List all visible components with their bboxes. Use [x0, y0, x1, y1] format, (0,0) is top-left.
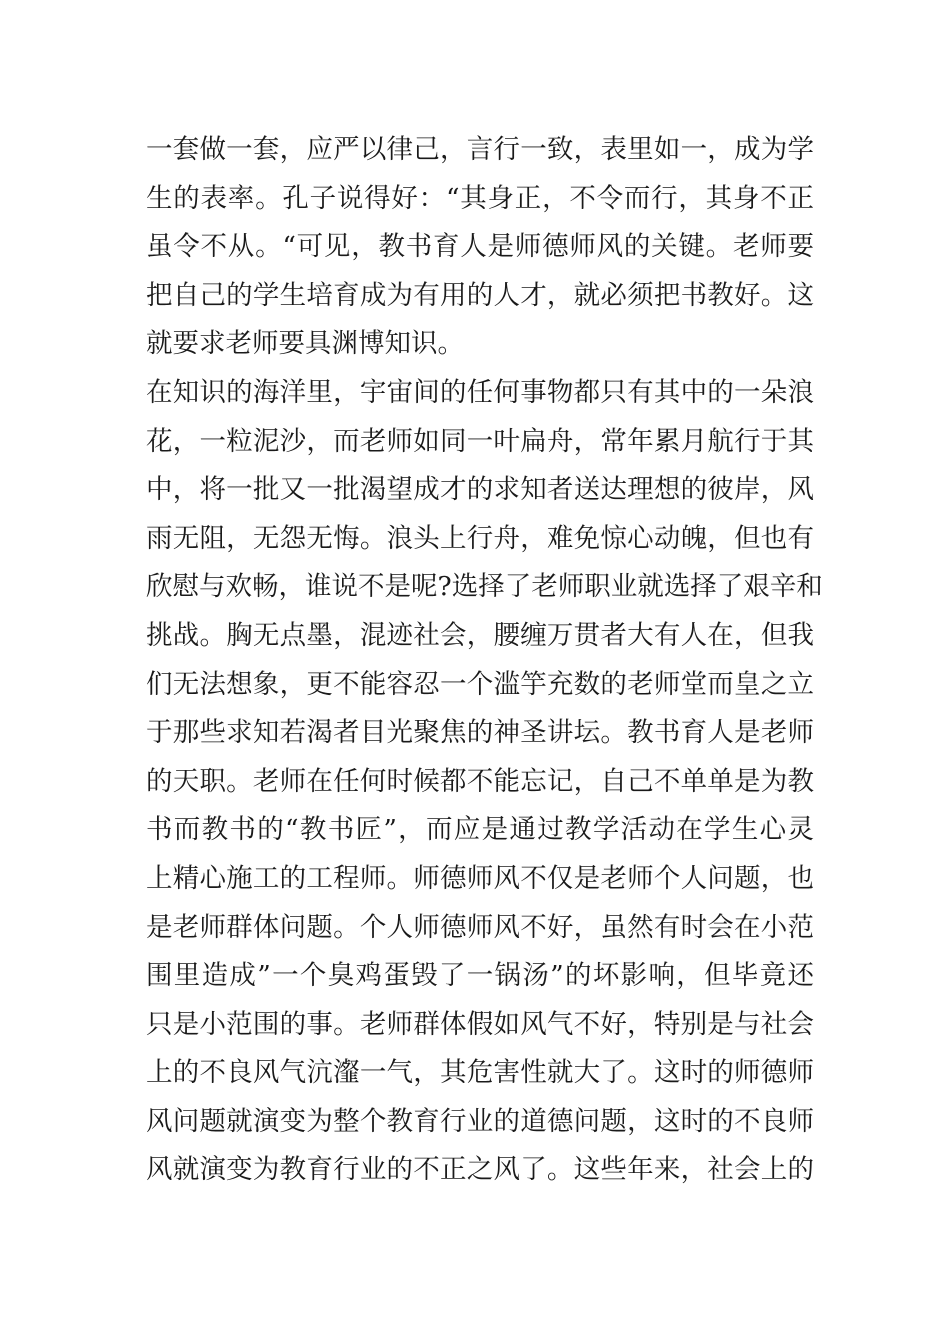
text-line: 就要求老师要具渊博知识。 — [146, 328, 464, 360]
text-line: 风就演变为教育行业的不正之风了。这些年来，社会上的 — [146, 1154, 814, 1186]
text-line: 花，一粒泥沙，而老师如同一叶扁舟，常年累月航行于其 — [146, 425, 814, 457]
text-line: 一套做一套，应严以律己，言行一致，表里如一，成为学 — [146, 134, 814, 165]
text-line: 于那些求知若渴者目光聚焦的神圣讲坛。教书育人是老师 — [146, 717, 814, 749]
text-line: 把自己的学生培育成为有用的人才，就必须把书教好。这 — [146, 279, 814, 311]
text-line: 生的表率。孔子说得好：“其身正，不令而行，其身不正 — [146, 182, 814, 214]
text-line: 雨无阻，无怨无悔。浪头上行舟，难免惊心动魄，但也有 — [146, 522, 814, 554]
text-line: 只是小范围的事。老师群体假如风气不好，特别是与社会 — [146, 1008, 814, 1040]
body-text — [146, 126, 823, 1195]
text-line: 风问题就演变为整个教育行业的道德问题，这时的不良师 — [146, 1105, 814, 1137]
text-line: 在知识的海洋里，宇宙间的任何事物都只有其中的一朵浪 — [146, 376, 814, 408]
text-line: 们无法想象，更不能容忍一个滥竽充数的老师堂而皇之立 — [146, 668, 814, 700]
text-line: 上的不良风气沆瀣一气，其危害性就大了。这时的师德师 — [146, 1057, 814, 1089]
text-line: 挑战。胸无点墨，混迹社会，腰缠万贯者大有人在，但我 — [146, 619, 814, 651]
text-line: 上精心施工的工程师。师德师风不仅是老师个人问题，也 — [146, 862, 814, 894]
text-line: 围里造成”一个臭鸡蛋毁了一锅汤”的坏影响，但毕竟还 — [146, 960, 814, 992]
text-line: 的天职。老师在任何时候都不能忘记，自己不单单是为教 — [146, 765, 814, 797]
text-line: 虽令不从。“可见，教书育人是师德师风的关键。老师要 — [146, 231, 814, 263]
text-line: 欣慰与欢畅，谁说不是呢?选择了老师职业就选择了艰辛和 — [146, 571, 823, 603]
text-line: 是老师群体问题。个人师德师风不好，虽然有时会在小范 — [146, 911, 814, 943]
text-line: 书而教书的“教书匠”，而应是通过教学活动在学生心灵 — [146, 814, 814, 846]
text-line: 中，将一批又一批渴望成才的求知者送达理想的彼岸，风 — [146, 474, 814, 506]
